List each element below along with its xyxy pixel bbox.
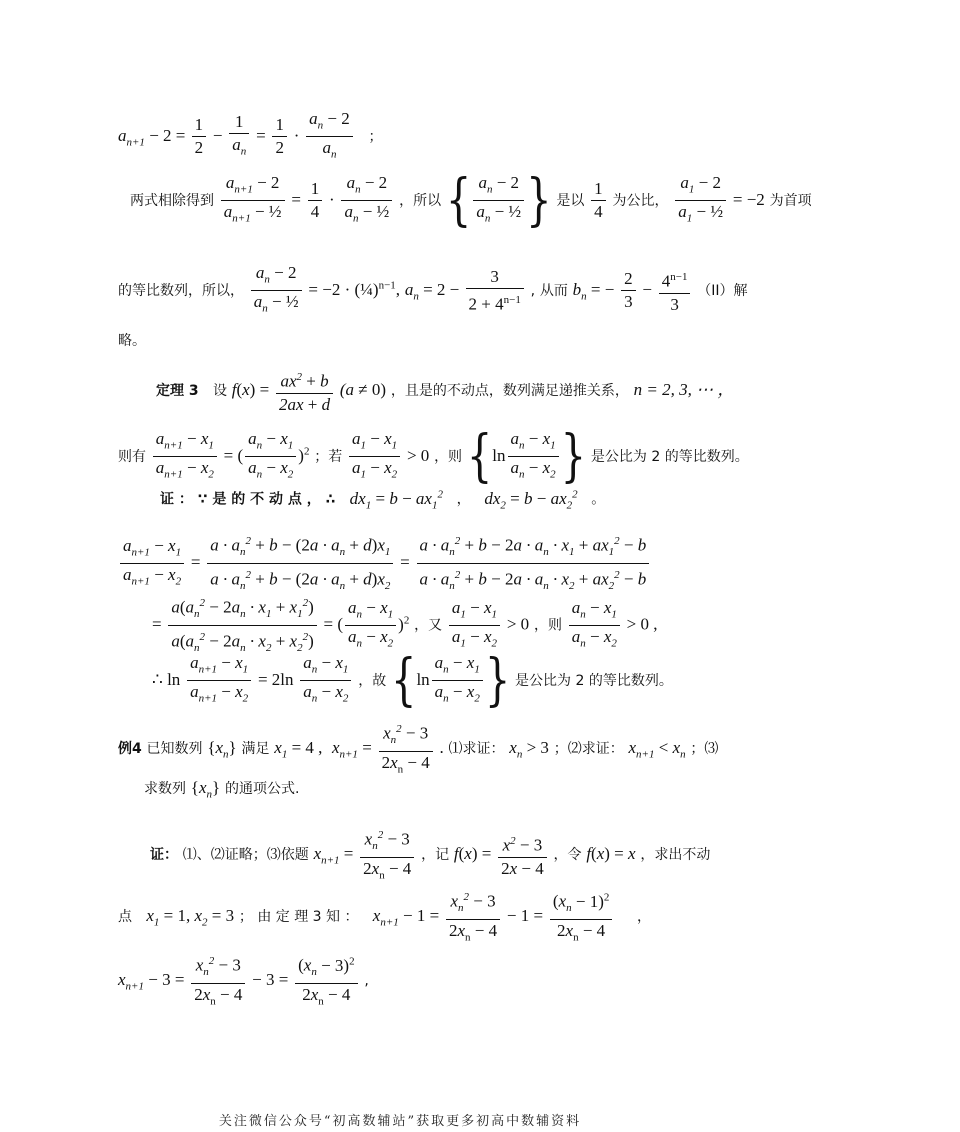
footer-promo: 关注微信公众号“初高数辅站”获取更多初高中数辅资料 xyxy=(218,1114,582,1129)
solution-line-3: $x_{n+1} - 3$ = $\frac{x_n^2 - 3}{2x_n - 4}$ − 3 = $\frac{(x_n - 3)^2}{2x_n - 4}$ , xyxy=(118,950,918,1012)
example-4-part3: 求数列 $\{x_n\}$ 的通项公式. xyxy=(144,778,300,801)
proof-line-3: = $\frac{a(a_n^2 - 2a_n \cdot x_1 + x_1^2)}{a(a_n^2 - 2a_n \cdot x_2 + x_2^2)}$ = ( $\frac{a_n - x_1}{a_n - x_2}$ )$^2$ ，又 $\frac{a_1 - x_1}{a_1 - x_2}$ > 0 ，则 $\frac{a_n - x_1}{a_n - x_2}$ > 0 , xyxy=(152,592,952,659)
solution-line-1: 证： ⑴、⑵证略；⑶依题 $x_{n+1}$ = $\frac{x_n^2 - 3}{2x_n - 4}$ ，记 f(x) = $\frac{x^2 - 3}{2x - 4}$ ，令 f(x) = x ，求出不动 xyxy=(150,824,950,886)
example-4: 例4 已知数列 $\{x_n\}$ 满足 $x_1 = 4$ , $x_{n+1}$ = $\frac{x_n^2 - 3}{2x_n - 4}$ . ⑴求证： $x_n > 3$ ；⑵求证： $x_{n+1} < x_n$ ；⑶ xyxy=(118,718,918,780)
theorem-3-conclusion: 则有 $\frac{a_{n+1} - x_1}{a_{n+1} - x_2}$ = ( $\frac{a_n - x_1}{a_n - x_2}$ )$^2$ ；若 $\frac{a_1 - x_1}{a_1 - x_2}$ > 0 ，则 {ln $\frac{a_n - x_1}{a_n - x_2}$ } 是公比为 2 的等比数列。 xyxy=(118,424,749,490)
proof-line-2: $\frac{a_{n+1} - x_1}{a_{n+1} - x_2}$ = $\frac{a \cdot a_n^2 + b - (2a \cdot a_n + d)x_1}{a \cdot a_n^2 + b - (2a \cdot a_n + d)x_2}$ = $\frac{a \cdot a_n^2 + b - 2a \cdot a_n \cdot x_1 + ax_1^2 - b}{a \cdot a_n^2 + b - 2a \cdot a_n \cdot x_2 + ax_2^2 - b}$ xyxy=(118,530,918,597)
equation-line-3: 的等比数列，所以， $\frac{a_n - 2}{a_n - \frac{1}{2}}$ = −2 · (¼)$^{n-1}$, $a_n = 2$ − $\frac{3}{2 + 4^{n-1}}$ , 从而 $b_n$ = − $\frac{2}{3}$ − $\frac{4^{n-1}}{3}$ （II）解 xyxy=(118,263,748,315)
equation-line-2: 两式相除得到 $\frac{a_{n+1} - 2}{a_{n+1} - \frac{1}{2}}$ = $\frac{1}{4}$ · $\frac{a_n - 2}{a_n - \frac{1}{2}}$ ，所以 { $\frac{a_n - 2}{a_n - \frac{1}{2}}$ } 是以 $\frac{1}{4}$ 为公比， $\frac{a_1 - 2}{a_1 - \frac{1}{2}}$ = −2 为首项 xyxy=(130,168,812,234)
theorem-3: 定理 3 设 f(x) = $\frac{ax^2 + b}{2ax + d}$ (a ≠ 0) ，且是的不动点，数列满足递推关系， n = 2, 3, ⋯ ， xyxy=(156,366,956,416)
solution-line-2: 点 $x_1 = 1$, $x_2 = 3$ ； 由 定 理 3 知 ： $x_{n+1} - 1$ = $\frac{x_n^2 - 3}{2x_n - 4}$ − 1 = $\frac{(x_n - 1)^2}{2x_n - 4}$ ， xyxy=(118,886,918,948)
proof-line-4: ∴ ln $\frac{a_{n+1} - x_1}{a_{n+1} - x_2}$ = 2ln $\frac{a_n - x_1}{a_n - x_2}$ ，故 {ln $\frac{a_n - x_1}{a_n - x_2}$ } 是公比为 2 的等比数列。 xyxy=(152,648,673,714)
equation-line-1: $a_{n+1} - 2$ = $\frac{1}{2}$ − $\frac{1}{a_n}$ = $\frac{1}{2}$ · $\frac{a_n - 2}{a_n}$ ； xyxy=(118,109,383,161)
proof-line-1: 证 ： ∵ 是 的 不 动 点 ， ∴ $dx_1 = b - ax_1^2$ ， $dx_2 = b - ax_2^2$ 。 xyxy=(160,488,606,512)
text-line-4: 略。 xyxy=(118,333,146,349)
